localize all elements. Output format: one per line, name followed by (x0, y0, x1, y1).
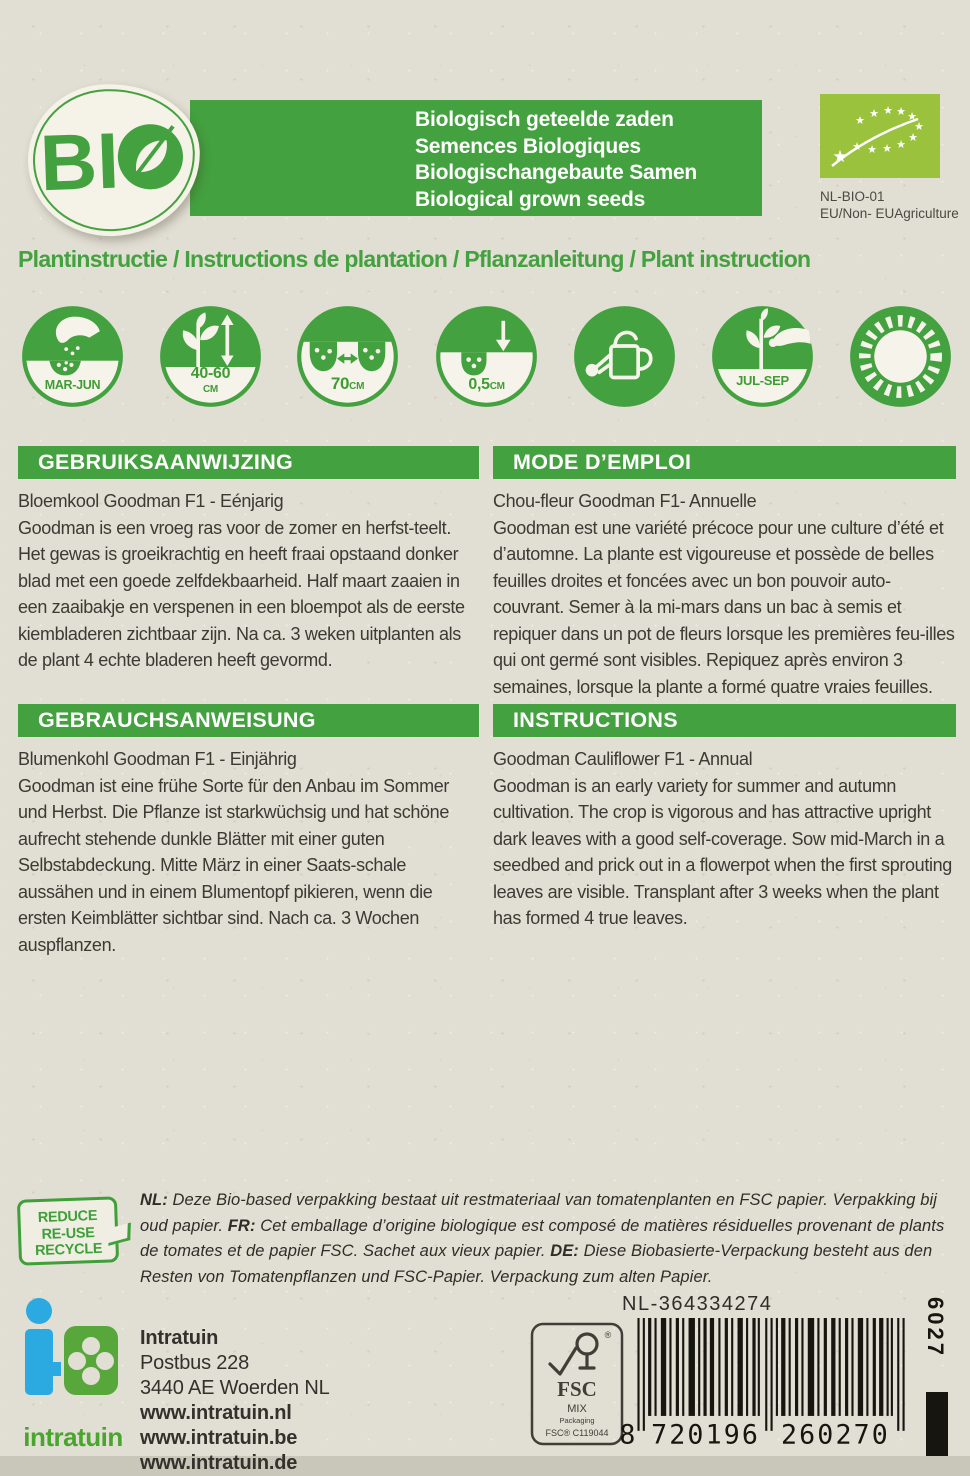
svg-text:★: ★ (896, 105, 906, 118)
fsc-label (530, 1322, 624, 1451)
publisher-name: Intratuin (140, 1327, 219, 1349)
section-body-fr: Goodman est une variété précoce pour une culture d’été et d’automne. La plante est vigoureuse et possède de belles feuilles droites et foncées avec un bon pouvoir auto-couvrant. Semer à la mi-mars dans un bac à semis et repiquer dans un pot de fleurs lorsque les premières feu-illes qui ont germé sont visibles. Repiquez après environ 3 semaines, lorsque la plante a formé quatre vraies feuilles. (493, 517, 955, 697)
intratuin-logo (14, 1296, 132, 1425)
website-be: www.intratuin.be (140, 1427, 298, 1449)
recycle-stamp (17, 1196, 119, 1265)
svg-text:★: ★ (867, 143, 877, 156)
harvest-period-label: JUL-SEP (736, 373, 789, 388)
article-code: NL-364334274 (622, 1293, 773, 1315)
section-en-text (493, 746, 958, 932)
section-nl-text (18, 488, 480, 674)
fsc-mix: MIX (567, 1403, 587, 1415)
publisher-pobox: Postbus 228 (140, 1352, 249, 1374)
ean-digit-lead: 8 (619, 1419, 636, 1451)
svg-text:★: ★ (896, 138, 906, 151)
variety-name-fr: Chou-fleur Goodman F1- Annuelle (493, 491, 757, 511)
svg-text:★: ★ (852, 140, 862, 153)
plant-height-unit: CM (203, 384, 218, 395)
ean-group-1: 720196 (651, 1419, 761, 1451)
svg-text:★: ★ (907, 110, 917, 123)
eu-control-code: NL-BIO-01 (820, 189, 885, 204)
row-spacing-label: 70CM (330, 374, 365, 393)
svg-text:®: ® (604, 1330, 612, 1340)
website-de: www.intratuin.de (140, 1452, 298, 1474)
bio-logo-glyph (38, 109, 189, 210)
watering-icon (572, 304, 677, 409)
publisher-address (140, 1326, 330, 1476)
bio-claims-box (190, 100, 762, 216)
sowing-hand-icon (20, 304, 125, 409)
page-title: Plantinstructie / Instructions de plantation / Pflanzanleitung / Plant instruction (18, 246, 811, 272)
variety-name-de: Blumenkohl Goodman F1 - Einjährig (18, 749, 297, 769)
section-fr-text (493, 488, 958, 700)
claim-line-nl: Biologisch geteelde zaden (415, 108, 674, 131)
eu-origin: EU/Non- EUAgriculture (820, 206, 959, 221)
section-de-text (18, 746, 480, 958)
section-body-de: Goodman ist eine frühe Sorte für den Anbau im Sommer und Herbst. Die Pflanze ist starkwüchsig und hat schöne aufrecht stehende dunkle Blätter mit einer guten Selbstabdeckung. Mitte März in einer Saats-schale aussähen und in einem Blumentopf pikieren, wenn die ersten Keimblätter sichtbar sind. Nach ca. 3 Wochen auspflanzen. (18, 775, 450, 955)
svg-text:★: ★ (855, 114, 865, 127)
harvest-period-icon (710, 304, 815, 409)
intratuin-logo-icon (14, 1296, 132, 1420)
fsc-name: FSC (557, 1377, 597, 1401)
svg-text:★: ★ (908, 131, 918, 144)
claim-line-fr: Semences Biologiques (415, 134, 641, 158)
fsc-license: FSC® C119044 (545, 1428, 609, 1438)
website-nl: www.intratuin.nl (140, 1402, 292, 1424)
barcode-bars (618, 1318, 906, 1450)
sun-rays-icon (848, 304, 953, 409)
svg-text:★: ★ (832, 147, 848, 167)
bio-logo (25, 81, 202, 239)
leaf-icon (135, 140, 168, 172)
packaging-note: NL: Deze Bio-based verpakking bestaat uit restmateriaal van tomatenplanten en FSC papier. Verpakking bij oud papier. FR: Cet emballage d’origine biologique est composé de matières résiduelles provenant de plants de tomates et de papier FSC. Sachet aux vieux papier. DE: Diese Biobasierte-Verpackung besteht aus den Resten von Tomatenpflanzen und FSC-Papier. Verpackung zum alten Papier. (140, 1191, 945, 1286)
publisher-city: 3440 AE Woerden NL (140, 1377, 330, 1399)
watering-can-icon (572, 304, 677, 409)
claim-line-de: Biologischangebaute Samen (415, 161, 698, 184)
plant-height-label: 40-60 (190, 365, 231, 382)
section-body-nl: Goodman is een vroeg ras voor de zomer en herfst-teelt. Het gewas is groeikrachtig en heeft fraai opstaand donker blad met een goede zelfdekbaarheid. Half maart zaaien in een zaaibakje en verspenen in een bloempot als de eerste kiembladeren zichtbaar zijn. Na ca. 3 weken uitplanten als de plant 4 echte bladeren heeft gevormd. (18, 517, 465, 670)
variety-name-nl: Bloemkool Goodman F1 - Eénjarig (18, 491, 284, 511)
sun-icon (848, 304, 953, 409)
fsc-tree-icon (530, 1322, 624, 1446)
svg-text:BI: BI (38, 116, 121, 208)
section-en-heading: INSTRUCTIONS (493, 704, 956, 737)
eu-certification (820, 188, 959, 222)
stamp-line-reduce: REDUCE (37, 1207, 98, 1227)
eu-organic-logo (820, 94, 940, 178)
claim-line-en: Biological grown seeds (415, 187, 646, 211)
svg-text:★: ★ (869, 107, 879, 120)
stamp-line-recycle: RECYCLE (34, 1240, 103, 1260)
section-nl-heading: GEBRUIKSAANWIJZING (18, 446, 479, 479)
fsc-scope: Packaging (559, 1416, 595, 1425)
svg-text:★: ★ (883, 104, 893, 117)
eu-leaf-stars-icon (820, 94, 940, 178)
section-fr-heading: MODE D’EMPLOI (493, 446, 956, 479)
intratuin-wordmark: intratuin (23, 1422, 123, 1452)
sowing-period-icon (20, 304, 125, 409)
section-body-en: Goodman is an early variety for summer and autumn cultivation. The crop is vigorous and has attractive upright dark leaves with a good self-coverage. Sow mid-March in a seedbed and prick out in a flowerpot when the first sprouting leaves are visible. Transplant after 3 weeks when the plant has formed 4 true leaves. (493, 775, 952, 928)
sowing-depth-label: 0,5CM (468, 376, 505, 393)
sowing-depth-icon (434, 304, 539, 409)
plant-height-icon (158, 304, 263, 409)
print-registration-bar (926, 1392, 948, 1456)
section-de-heading: GEBRAUCHSANWEISUNG (18, 704, 479, 737)
ean-barcode (618, 1318, 906, 1455)
harvest-hand-icon (710, 304, 815, 409)
batch-number: 6027 (923, 1297, 948, 1358)
stamp-line-reuse: RE-USE (41, 1224, 95, 1243)
row-spacing-icon (295, 304, 400, 409)
ean-group-2: 260270 (780, 1419, 890, 1451)
svg-text:★: ★ (882, 142, 892, 155)
svg-text:★: ★ (914, 120, 924, 133)
variety-name-en: Goodman Cauliflower F1 - Annual (493, 749, 753, 769)
sowing-period-label: MAR-JUN (44, 378, 101, 392)
